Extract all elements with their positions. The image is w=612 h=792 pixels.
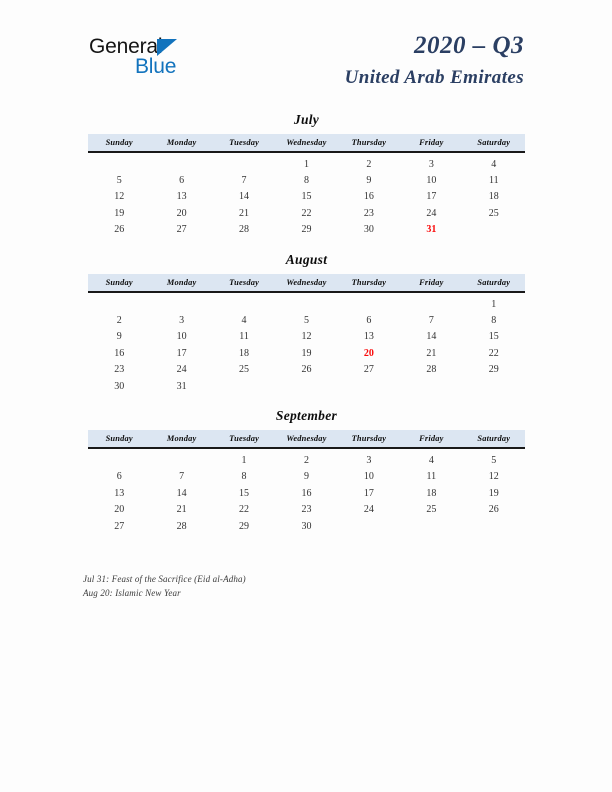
day-cell[interactable]: 5 (491, 454, 497, 466)
day-cell[interactable]: 25 (239, 364, 250, 376)
holiday-note: Aug 20: Islamic New Year (83, 587, 181, 598)
day-cell-empty (213, 378, 275, 394)
day-cell[interactable]: 11 (239, 331, 249, 343)
brand-name-blue: Blue (135, 55, 177, 78)
week-row (88, 329, 525, 345)
day-cell-empty (400, 378, 462, 394)
week-row (88, 345, 525, 361)
day-cell[interactable]: 8 (491, 315, 497, 327)
day-cell[interactable]: 9 (303, 471, 309, 483)
day-cell[interactable]: 27 (176, 224, 187, 236)
calendar-months (88, 112, 525, 548)
day-cell[interactable]: 11 (426, 471, 437, 483)
week-row (88, 469, 525, 485)
weekday-header-tuesday: Tuesday (213, 134, 275, 152)
day-cell[interactable]: 10 (426, 175, 437, 187)
day-cell[interactable]: 2 (116, 315, 122, 327)
day-cell[interactable]: 15 (488, 331, 499, 343)
day-cell[interactable]: 14 (176, 487, 187, 499)
day-cell[interactable]: 6 (366, 315, 372, 327)
day-cell[interactable]: 9 (366, 175, 372, 187)
weekday-header-row (88, 430, 525, 448)
day-cell[interactable]: 17 (176, 347, 187, 359)
day-cell[interactable]: 4 (428, 454, 434, 466)
day-cell-empty (150, 152, 212, 172)
day-cell[interactable]: 7 (428, 315, 434, 327)
month-title: July (293, 112, 320, 127)
day-cell[interactable]: 18 (239, 347, 250, 359)
day-cell-empty (400, 518, 462, 534)
day-cell[interactable]: 20 (176, 207, 187, 219)
day-cell[interactable]: 30 (301, 520, 312, 532)
day-cell-empty (88, 448, 150, 468)
day-cell-empty (213, 292, 275, 312)
weekday-header-row (88, 274, 525, 292)
day-cell[interactable]: 11 (488, 175, 499, 187)
week-row (88, 152, 525, 172)
day-cell[interactable]: 12 (301, 331, 312, 343)
weekday-header-tuesday: Tuesday (213, 430, 275, 448)
day-cell[interactable]: 2 (366, 158, 372, 170)
day-cell[interactable]: 10 (176, 331, 187, 343)
day-cell[interactable]: 22 (239, 504, 250, 516)
day-cell[interactable]: 25 (426, 504, 437, 516)
month-block-august (88, 252, 525, 394)
day-cell[interactable]: 18 (488, 191, 499, 203)
day-cell[interactable]: 27 (114, 520, 125, 532)
day-cell[interactable]: 12 (488, 471, 499, 483)
month-title: August (285, 251, 328, 267)
day-cell-empty (275, 292, 337, 312)
brand-logo (89, 36, 269, 82)
day-cell[interactable]: 28 (426, 364, 437, 376)
day-cell[interactable]: 1 (491, 298, 497, 310)
weekday-header-thursday: Thursday (338, 274, 400, 292)
weekday-header-monday: Monday (150, 430, 212, 448)
calendar-table (88, 274, 525, 394)
day-cell[interactable]: 13 (176, 191, 187, 203)
calendar-table (88, 430, 525, 534)
week-row (88, 189, 525, 205)
day-cell[interactable]: 3 (179, 315, 185, 327)
week-row (88, 205, 525, 221)
weekday-header-wednesday: Wednesday (275, 430, 337, 448)
day-cell[interactable]: 21 (239, 207, 250, 219)
day-cell[interactable]: 21 (426, 347, 437, 359)
day-cell[interactable]: 29 (301, 224, 312, 236)
day-cell-empty (463, 222, 525, 238)
weekday-header-saturday: Saturday (463, 274, 525, 292)
day-cell[interactable]: 21 (176, 504, 187, 516)
day-cell[interactable]: 23 (114, 364, 125, 376)
week-row (88, 362, 525, 378)
day-cell[interactable]: 28 (239, 224, 250, 236)
day-cell[interactable]: 5 (303, 315, 309, 327)
blue-triangle-icon (157, 39, 177, 56)
day-cell[interactable]: 12 (114, 191, 125, 203)
day-cell-empty (338, 292, 400, 312)
brand-name-general: General (89, 35, 163, 58)
day-cell[interactable]: 30 (114, 380, 125, 392)
day-cell-holiday[interactable]: 31 (426, 224, 437, 236)
day-cell[interactable]: 28 (176, 520, 187, 532)
weekday-header-friday: Friday (400, 134, 462, 152)
day-cell[interactable]: 1 (241, 454, 247, 466)
page-subtitle: United Arab Emirates (344, 67, 524, 88)
day-cell-holiday[interactable]: 20 (363, 347, 374, 359)
weekday-header-wednesday: Wednesday (275, 134, 337, 152)
day-cell[interactable]: 19 (114, 207, 125, 219)
day-cell[interactable]: 23 (301, 504, 312, 516)
day-cell[interactable]: 26 (488, 504, 499, 516)
day-cell[interactable]: 7 (241, 175, 247, 187)
weekday-header-friday: Friday (400, 430, 462, 448)
day-cell[interactable]: 14 (239, 191, 250, 203)
day-cell[interactable]: 17 (426, 191, 437, 203)
day-cell[interactable]: 29 (239, 520, 250, 532)
week-row (88, 518, 525, 534)
page-header (0, 0, 612, 110)
day-cell[interactable]: 7 (179, 471, 185, 483)
weekday-header-tuesday: Tuesday (213, 274, 275, 292)
day-cell[interactable]: 18 (426, 487, 437, 499)
day-cell-empty (338, 518, 400, 534)
week-row (88, 501, 525, 517)
day-cell[interactable]: 31 (176, 380, 187, 392)
day-cell[interactable]: 8 (303, 175, 309, 187)
day-cell[interactable]: 10 (363, 471, 374, 483)
day-cell[interactable]: 15 (301, 191, 312, 203)
day-cell[interactable]: 17 (363, 487, 374, 499)
day-cell-empty (213, 152, 275, 172)
weekday-header-thursday: Thursday (338, 134, 400, 152)
day-cell-empty (400, 292, 462, 312)
day-cell[interactable]: 19 (488, 487, 499, 499)
day-cell-empty (463, 518, 525, 534)
day-cell-empty (150, 448, 212, 468)
day-cell[interactable]: 13 (114, 487, 125, 499)
day-cell[interactable]: 16 (301, 487, 312, 499)
day-cell[interactable]: 4 (491, 158, 497, 170)
day-cell[interactable]: 3 (428, 158, 434, 170)
week-row (88, 292, 525, 312)
weekday-header-saturday: Saturday (463, 134, 525, 152)
day-cell[interactable]: 5 (116, 175, 122, 187)
day-cell[interactable]: 4 (241, 315, 247, 327)
calendar-table (88, 134, 525, 238)
week-row (88, 448, 525, 468)
day-cell[interactable]: 25 (488, 207, 499, 219)
day-cell[interactable]: 15 (239, 487, 250, 499)
day-cell[interactable]: 1 (303, 158, 309, 170)
day-cell[interactable]: 19 (301, 347, 312, 359)
weekday-header-sunday: Sunday (88, 430, 150, 448)
weekday-header-wednesday: Wednesday (275, 274, 337, 292)
day-cell[interactable]: 26 (114, 224, 125, 236)
day-cell-empty (150, 292, 212, 312)
weekday-header-sunday: Sunday (88, 274, 150, 292)
day-cell[interactable]: 24 (363, 504, 374, 516)
day-cell[interactable]: 9 (116, 331, 122, 343)
day-cell-empty (88, 292, 150, 312)
title-block (345, 30, 524, 92)
week-row (88, 312, 525, 328)
day-cell[interactable]: 30 (363, 224, 374, 236)
holiday-notes (83, 573, 523, 600)
day-cell[interactable]: 22 (488, 347, 499, 359)
day-cell[interactable]: 24 (176, 364, 187, 376)
day-cell[interactable]: 27 (363, 364, 374, 376)
day-cell-empty (338, 378, 400, 394)
day-cell[interactable]: 24 (426, 207, 437, 219)
month-block-july (88, 112, 525, 238)
month-title: September (275, 408, 338, 424)
day-cell-empty (88, 152, 150, 172)
weekday-header-thursday: Thursday (338, 430, 400, 448)
day-cell[interactable]: 8 (241, 471, 247, 483)
day-cell-empty (275, 378, 337, 394)
weekday-header-monday: Monday (150, 274, 212, 292)
day-cell[interactable]: 3 (366, 454, 372, 466)
day-cell[interactable]: 13 (363, 331, 374, 343)
day-cell[interactable]: 14 (426, 331, 437, 343)
weekday-header-saturday: Saturday (463, 430, 525, 448)
day-cell[interactable]: 29 (488, 364, 499, 376)
day-cell[interactable]: 16 (114, 347, 125, 359)
day-cell[interactable]: 16 (363, 191, 374, 203)
weekday-header-sunday: Sunday (88, 134, 150, 152)
day-cell[interactable]: 20 (114, 504, 125, 516)
day-cell[interactable]: 6 (179, 175, 185, 187)
weekday-header-friday: Friday (400, 274, 462, 292)
day-cell[interactable]: 23 (363, 207, 374, 219)
weekday-header-row (88, 134, 525, 152)
day-cell-empty (463, 378, 525, 394)
day-cell[interactable]: 2 (303, 454, 309, 466)
day-cell[interactable]: 6 (116, 471, 122, 483)
day-cell[interactable]: 26 (301, 364, 312, 376)
page-title: 2020 – Q3 (413, 32, 524, 59)
week-row (88, 378, 525, 394)
day-cell[interactable]: 22 (301, 207, 312, 219)
weekday-header-monday: Monday (150, 134, 212, 152)
week-row (88, 172, 525, 188)
week-row (88, 222, 525, 238)
week-row (88, 485, 525, 501)
month-block-september (88, 408, 525, 534)
holiday-note: Jul 31: Feast of the Sacrifice (Eid al-Adha) (83, 574, 246, 584)
